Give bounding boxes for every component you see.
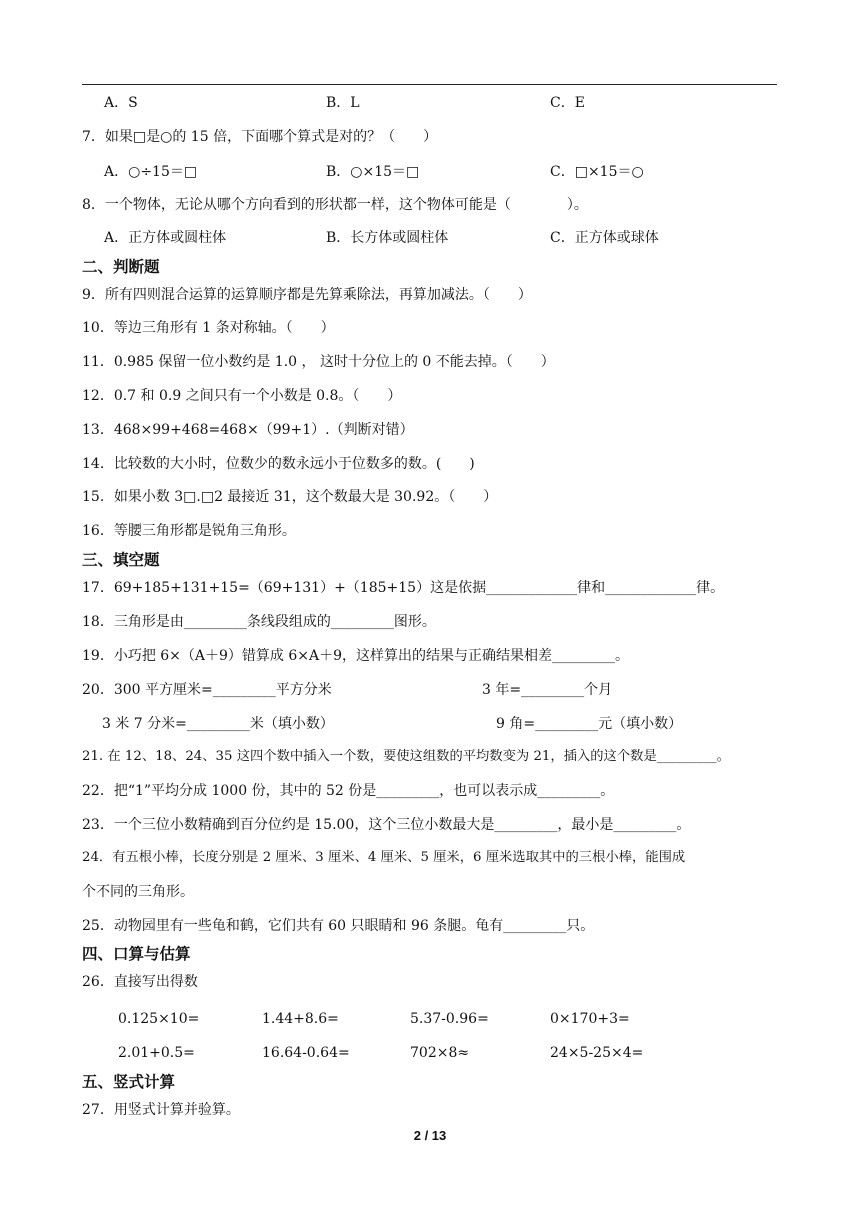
question-14: 14．比较数的大小时，位数少的数永远小于位数多的数。( ) xyxy=(82,456,475,472)
q7-option-b[interactable]: B．○×15＝□ xyxy=(326,164,420,180)
q7-option-a[interactable]: A．○÷15＝□ xyxy=(104,164,198,180)
section-heading-judge: 二、判断题 xyxy=(82,258,160,276)
calc-item: 1.44+8.6= xyxy=(262,1011,339,1027)
section-heading-fill: 三、填空题 xyxy=(82,551,160,569)
page-number: 2 / 13 xyxy=(413,1128,447,1143)
question-25: 25．动物园里有一些龟和鹤，它们共有 60 只眼睛和 96 条腿。龟有_________只。 xyxy=(82,918,595,934)
calc-item: 5.37-0.96= xyxy=(410,1011,489,1027)
question-24: 24．有五根小棒，长度分别是 2 厘米、3 厘米、4 厘米、5 厘米，6 厘米选取其中的三根小棒，能围成 xyxy=(82,850,686,865)
question-13: 13．468×99+468=468×（99+1）.（判断对错） xyxy=(82,422,414,438)
calc-item: 16.64-0.64= xyxy=(262,1045,350,1061)
calc-item: 0.125×10= xyxy=(118,1011,200,1027)
q8-option-b[interactable]: B．长方体或圆柱体 xyxy=(326,230,449,246)
question-8: 8．一个物体，无论从哪个方向看到的形状都一样，这个物体可能是（ ）。 xyxy=(82,197,588,213)
question-9: 9．所有四则混合运算的运算顺序都是先算乘除法，再算加减法。（ ） xyxy=(82,287,532,303)
header-rule xyxy=(82,84,777,85)
question-20-d: 9 角=_________元（填小数） xyxy=(496,716,683,732)
question-27: 27．用竖式计算并验算。 xyxy=(82,1102,240,1118)
calc-item: 24×5-25×4= xyxy=(550,1045,644,1061)
q7-option-c[interactable]: C．□×15＝○ xyxy=(550,164,644,180)
question-15: 15．如果小数 3□.□2 最接近 31，这个数最大是 30.92。（ ） xyxy=(82,489,498,505)
question-17: 17．69+185+131+15=（69+131）+（185+15）这是依据_____________律和_____________律。 xyxy=(82,580,725,596)
question-24-continued: 个不同的三角形。 xyxy=(82,884,194,900)
question-10: 10．等边三角形有 1 条对称轴。（ ） xyxy=(82,320,335,336)
question-19: 19．小巧把 6×（A＋9）错算成 6×A＋9，这样算出的结果与正确结果相差_________。 xyxy=(82,648,630,664)
question-26: 26．直接写出得数 xyxy=(82,974,198,990)
calc-item: 702×8≈ xyxy=(410,1045,470,1061)
question-12: 12．0.7 和 0.9 之间只有一个小数是 0.8。（ ） xyxy=(82,388,402,404)
question-22: 22．把“1”平均分成 1000 份，其中的 52 份是_________，也可以表示成_________。 xyxy=(82,783,615,799)
question-11: 11．0.985 保留一位小数约是 1.0 ， 这时十分位上的 0 不能去掉。（ ） xyxy=(82,354,555,370)
question-20-b: 3 年=_________个月 xyxy=(482,682,613,698)
question-16: 16．等腰三角形都是锐角三角形。 xyxy=(82,523,296,539)
question-21: 21. 在 12、18、24、35 这四个数中插入一个数，要使这组数的平均数变为 21，插入的这个数是_________。 xyxy=(82,749,730,764)
q8-option-c[interactable]: C．正方体或球体 xyxy=(550,230,659,246)
q6-option-c[interactable]: C．E xyxy=(550,95,585,111)
question-23: 23．一个三位小数精确到百分位约是 15.00，这个三位小数最大是_________，最小是_________。 xyxy=(82,817,691,833)
question-20-c: 3 米 7 分米=_________米（填小数） xyxy=(102,716,334,732)
question-20-a: 20．300 平方厘米=_________平方分米 xyxy=(82,682,332,698)
calc-item: 0×170+3= xyxy=(550,1011,630,1027)
q8-option-a[interactable]: A．正方体或圆柱体 xyxy=(104,230,227,246)
question-7: 7．如果□是○的 15 倍，下面哪个算式是对的？（ ） xyxy=(82,129,438,145)
section-heading-mental-math: 四、口算与估算 xyxy=(82,945,191,963)
q6-option-a[interactable]: A．S xyxy=(104,95,138,111)
question-18: 18．三角形是由_________条线段组成的_________图形。 xyxy=(82,614,436,630)
calc-item: 2.01+0.5= xyxy=(118,1045,195,1061)
q6-option-b[interactable]: B．L xyxy=(326,95,360,111)
section-heading-vertical-calc: 五、竖式计算 xyxy=(82,1073,176,1091)
